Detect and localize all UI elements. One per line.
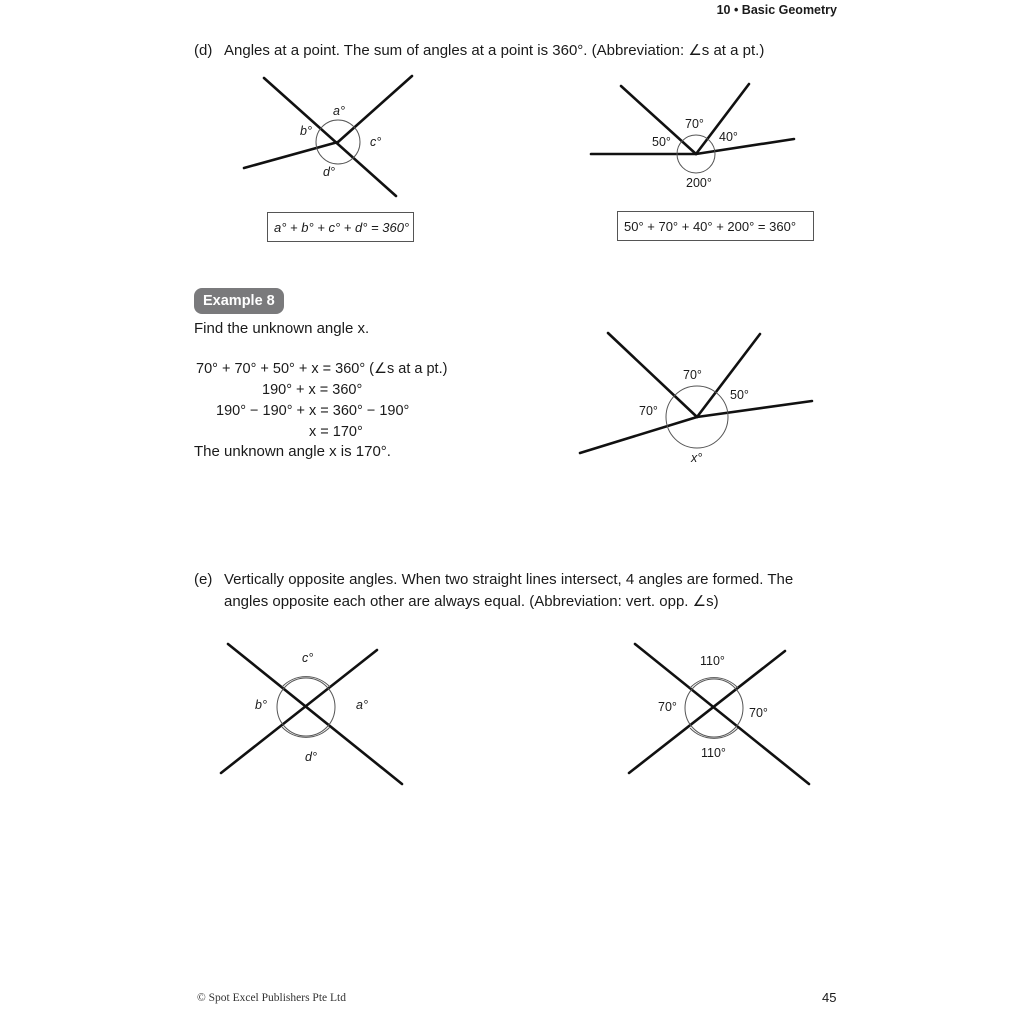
angle-label-50: 50°: [730, 388, 749, 402]
angle-label-top-70: 70°: [683, 368, 702, 382]
solution-step-4: x = 170°: [309, 424, 363, 440]
formula-box-left: a° + b° + c° + d° = 360°: [267, 212, 414, 242]
solution-step-2: 190° + x = 360°: [262, 382, 363, 398]
angle-label-a: a°: [356, 698, 368, 712]
angle-label-d: d°: [323, 165, 335, 179]
solution-step-3: 190° − 190° + x = 360° − 190°: [216, 403, 410, 419]
section-e-line-1: Vertically opposite angles. When two straight lines intersect, 4 angles are formed. The: [224, 571, 794, 588]
section-d-text: Angles at a point. The sum of angles at a point is 360°. (Abbreviation: ∠s at a pt.): [224, 42, 765, 59]
angle-label-d: d°: [305, 750, 317, 764]
angle-label-200: 200°: [686, 176, 712, 190]
angle-label-110-bottom: 110°: [701, 746, 726, 760]
angle-label-x: x°: [691, 451, 703, 465]
angle-label-c: c°: [302, 651, 314, 665]
angle-label-b: b°: [300, 124, 312, 138]
section-e-marker: (e): [194, 571, 213, 588]
angle-label-70-right: 70°: [749, 706, 768, 720]
copyright-footer: © Spot Excel Publishers Pte Ltd: [197, 992, 346, 1004]
example-answer: The unknown angle x is 170°.: [194, 443, 391, 460]
example-question: Find the unknown angle x.: [194, 320, 370, 337]
angle-label-50: 50°: [652, 135, 671, 149]
angle-label-110-top: 110°: [700, 654, 725, 668]
example-diagram: [580, 333, 812, 453]
formula-box-right: 50° + 70° + 40° + 200° = 360°: [617, 211, 814, 241]
angle-label-left-70: 70°: [639, 404, 658, 418]
chapter-header: 10 • Basic Geometry: [716, 3, 837, 17]
section-d-marker: (d): [194, 42, 213, 59]
angle-label-70: 70°: [685, 117, 704, 131]
page-number: 45: [822, 990, 837, 1005]
example-badge: Example 8: [194, 288, 284, 314]
angle-label-70-left: 70°: [658, 700, 677, 714]
solution-step-1: 70° + 70° + 50° + x = 360° (∠s at a pt.): [196, 361, 448, 377]
angle-label-40: 40°: [719, 130, 738, 144]
angle-label-a: a°: [333, 104, 345, 118]
section-e-line-2: angles opposite each other are always equal. (Abbreviation: vert. opp. ∠s): [224, 593, 719, 610]
angle-label-b: b°: [255, 698, 267, 712]
angle-label-c: c°: [370, 135, 382, 149]
